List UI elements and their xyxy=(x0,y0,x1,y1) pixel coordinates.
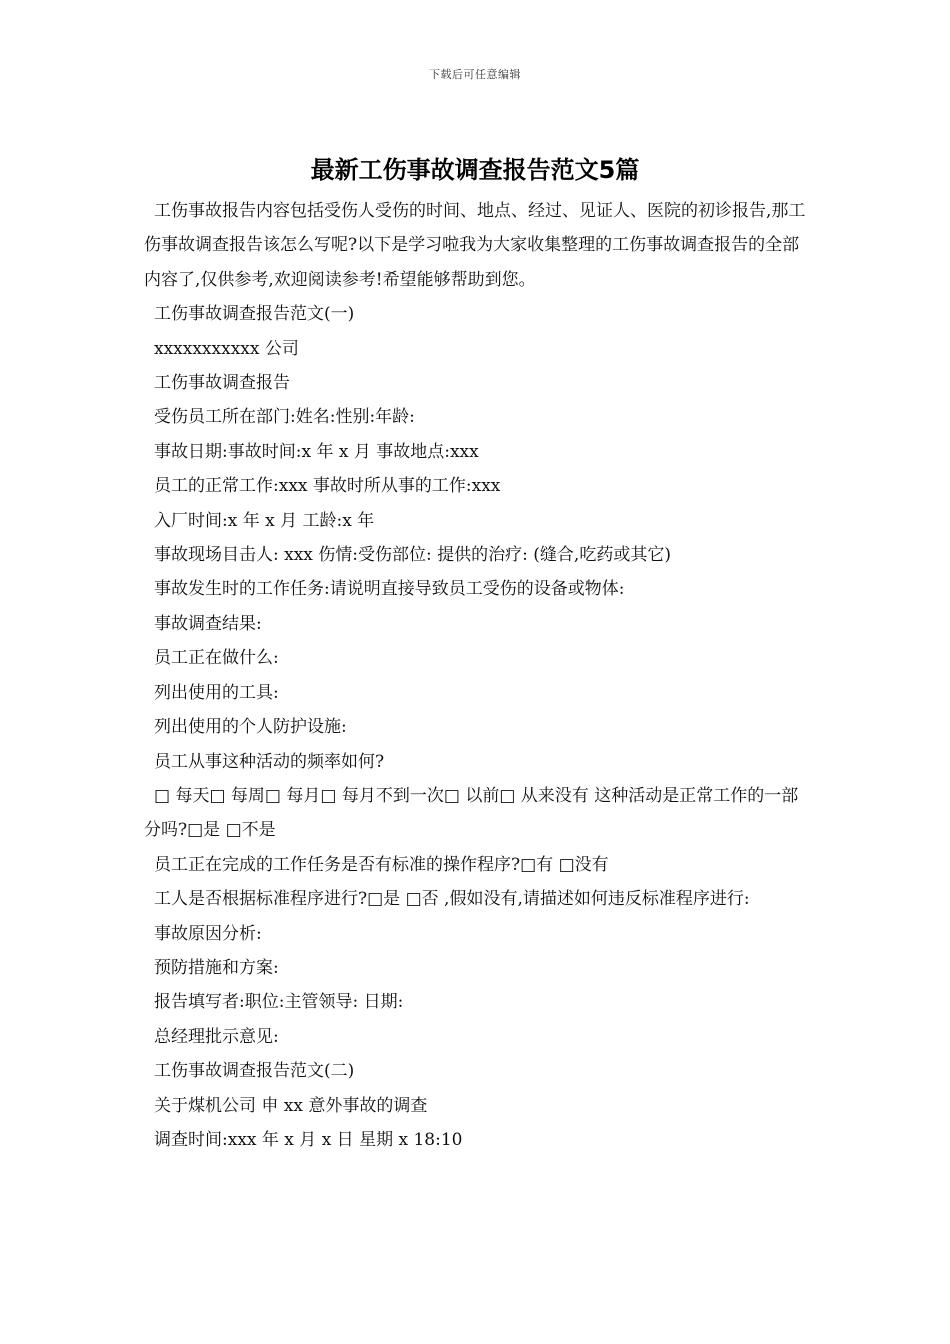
field-entry-time: 入厂时间:x 年 x 月 工龄:x 年 xyxy=(154,510,375,531)
section-heading-2: 工伤事故调查报告范文(二) xyxy=(154,1061,355,1082)
field-protective-equipment: 列出使用的个人防护设施: xyxy=(154,717,347,738)
field-tools-used: 列出使用的工具: xyxy=(154,682,279,703)
field-follow-procedure: 工人是否根据标准程序进行?□是 □否 ,假如没有,请描述如何违反标准程序进行: xyxy=(154,889,750,910)
document-body xyxy=(144,194,814,1157)
field-reporter: 报告填写者:职位:主管领导: 日期: xyxy=(154,992,404,1013)
frequency-checkboxes: □ 每天□ 每周□ 每月□ 每月不到一次□ 以前□ 从来没有 这种活动是正常工作的一部分吗?□是 □不是 xyxy=(144,785,799,841)
field-employee-info: 受伤员工所在部门:姓名:性别:年龄: xyxy=(154,407,415,428)
field-witness: 事故现场目击人: xxx 伤情:受伤部位: 提供的治疗: (缝合,吃药或其它) xyxy=(154,545,671,566)
company-name: xxxxxxxxxxx 公司 xyxy=(154,338,299,359)
field-cause-analysis: 事故原因分析: xyxy=(154,923,262,944)
field-accident-date: 事故日期:事故时间:x 年 x 月 事故地点:xxx xyxy=(154,441,479,462)
field-prevention: 预防措施和方案: xyxy=(154,957,279,978)
field-manager-comment: 总经理批示意见: xyxy=(154,1026,279,1047)
field-standard-procedure: 员工正在完成的工作任务是否有标准的操作程序?□有 □没有 xyxy=(154,854,609,875)
field-frequency: 员工从事这种活动的频率如何? xyxy=(154,751,385,772)
intro-paragraph: 工伤事故报告内容包括受伤人受伤的时间、地点、经过、见证人、医院的初诊报告,那工伤事故调查报告该怎么写呢?以下是学习啦我为大家收集整理的工伤事故调查报告的全部内容了,仅供参考,欢迎阅读参考!希望能够帮助到您。 xyxy=(144,201,806,290)
page-header-note: 下载后可任意编辑 xyxy=(429,68,521,81)
section-heading-1: 工伤事故调查报告范文(一) xyxy=(154,304,355,325)
field-investigation-result: 事故调查结果: xyxy=(154,613,262,634)
investigation-subject: 关于煤机公司 申 xx 意外事故的调查 xyxy=(154,1095,428,1116)
field-task: 事故发生时的工作任务:请说明直接导致员工受伤的设备或物体: xyxy=(154,579,625,600)
investigation-time: 调查时间:xxx 年 x 月 x 日 星期 x 18:10 xyxy=(154,1129,463,1150)
field-normal-work: 员工的正常工作:xxx 事故时所从事的工作:xxx xyxy=(154,476,501,497)
field-employee-doing: 员工正在做什么: xyxy=(154,648,279,669)
report-heading: 工伤事故调查报告 xyxy=(154,373,290,394)
document-title: 最新工伤事故调查报告范文5篇 xyxy=(310,156,640,184)
